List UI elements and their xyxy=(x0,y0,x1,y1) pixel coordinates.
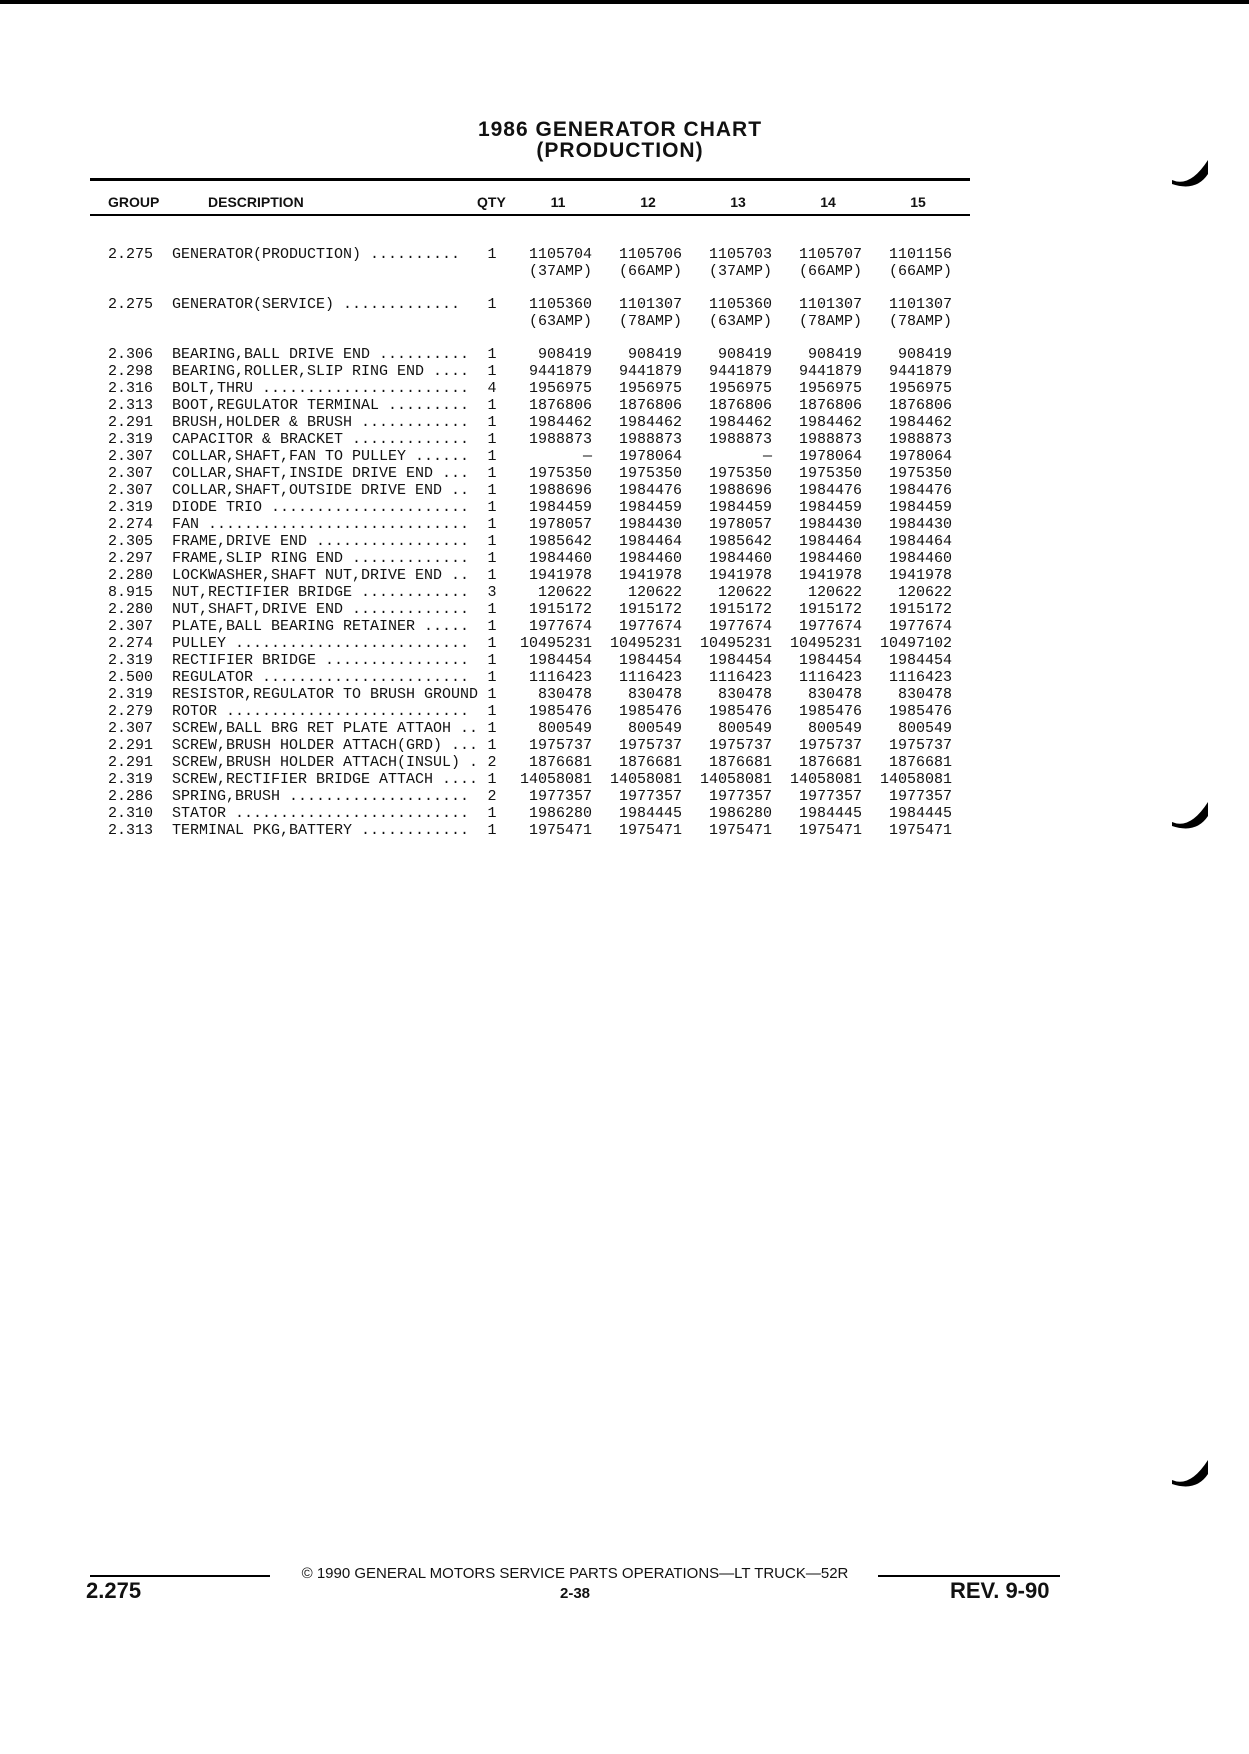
row-qty: 2 xyxy=(487,754,497,771)
row-part-number: 1984459 xyxy=(888,499,952,516)
row-description: BRUSH,HOLDER & BRUSH ............ xyxy=(172,414,470,431)
row-amp-rating: (63AMP) xyxy=(708,313,772,330)
row-group: 2.307 xyxy=(108,448,154,465)
row-part-number: 14058081 xyxy=(699,771,772,788)
row-amp-rating: (37AMP) xyxy=(528,263,592,280)
row-part-number: 10495231 xyxy=(519,635,592,652)
row-part-number: 10497102 xyxy=(879,635,952,652)
row-group: 2.291 xyxy=(108,754,154,771)
row-part-number: 1984476 xyxy=(888,482,952,499)
row-description: PULLEY .......................... xyxy=(172,635,470,652)
row-part-number: 1984445 xyxy=(798,805,862,822)
row-qty: 1 xyxy=(487,737,497,754)
row-part-number: 1988873 xyxy=(798,431,862,448)
row-group: 2.319 xyxy=(108,431,154,448)
row-part-number: 1956975 xyxy=(528,380,592,397)
row-part-number: 1985642 xyxy=(528,533,592,550)
row-part-number: 1977357 xyxy=(618,788,682,805)
row-part-number: 1915172 xyxy=(708,601,772,618)
row-qty: 1 xyxy=(487,533,497,550)
row-qty: 1 xyxy=(487,703,497,720)
row-group: 2.274 xyxy=(108,516,154,533)
row-part-number: 1105706 xyxy=(618,246,682,263)
row-qty: 1 xyxy=(487,516,497,533)
row-description: SPRING,BRUSH .................... xyxy=(172,788,470,805)
row-qty: 2 xyxy=(487,788,497,805)
row-part-number: 1975737 xyxy=(708,737,772,754)
row-part-number: 1984476 xyxy=(618,482,682,499)
row-part-number: 9441879 xyxy=(618,363,682,380)
header-description: DESCRIPTION xyxy=(208,194,304,210)
row-part-number: 1984454 xyxy=(708,652,772,669)
row-qty: 1 xyxy=(487,482,497,499)
row-part-number: 1984454 xyxy=(888,652,952,669)
row-part-number: 1984454 xyxy=(798,652,862,669)
binder-hole-mark-3 xyxy=(1168,1448,1212,1492)
row-qty: 1 xyxy=(487,720,497,737)
row-description: REGULATOR ....................... xyxy=(172,669,470,686)
row-group: 8.915 xyxy=(108,584,154,601)
row-qty: 1 xyxy=(487,296,497,313)
row-part-number: 1116423 xyxy=(528,669,592,686)
row-description: LOCKWASHER,SHAFT NUT,DRIVE END .. xyxy=(172,567,470,584)
row-group: 2.307 xyxy=(108,482,154,499)
row-group: 2.319 xyxy=(108,499,154,516)
row-group: 2.319 xyxy=(108,652,154,669)
row-description: CAPACITOR & BRACKET ............. xyxy=(172,431,470,448)
row-part-number: 830478 xyxy=(537,686,592,703)
row-part-number: 14058081 xyxy=(519,771,592,788)
row-part-number: 1984462 xyxy=(798,414,862,431)
header-col-12: 12 xyxy=(640,194,656,210)
row-part-number: 1105360 xyxy=(528,296,592,313)
footer-page-number: 2-38 xyxy=(559,1585,591,1602)
row-part-number: 1101307 xyxy=(618,296,682,313)
row-qty: 1 xyxy=(487,669,497,686)
row-part-number: 800549 xyxy=(807,720,862,737)
row-part-number: 1985476 xyxy=(798,703,862,720)
row-part-number: 1986280 xyxy=(528,805,592,822)
header-col-11: 11 xyxy=(550,194,566,210)
row-part-number: 1941978 xyxy=(618,567,682,584)
row-part-number: 1105707 xyxy=(798,246,862,263)
row-part-number: 1977674 xyxy=(888,618,952,635)
chart-subtitle: (PRODUCTION) xyxy=(536,139,704,162)
row-group: 2.319 xyxy=(108,771,154,788)
row-part-number: 908419 xyxy=(807,346,862,363)
row-amp-rating: (66AMP) xyxy=(798,263,862,280)
row-qty: 1 xyxy=(487,346,497,363)
row-part-number: 14058081 xyxy=(789,771,862,788)
row-group: 2.298 xyxy=(108,363,154,380)
row-part-number: 1985476 xyxy=(528,703,592,720)
footer-rule-right xyxy=(878,1575,1060,1577)
header-col-15: 15 xyxy=(910,194,926,210)
row-part-number: 1915172 xyxy=(798,601,862,618)
row-part-number: 1988873 xyxy=(708,431,772,448)
row-description: FRAME,SLIP RING END ............. xyxy=(172,550,470,567)
row-part-number: 1101156 xyxy=(888,246,952,263)
row-part-number: 800549 xyxy=(537,720,592,737)
row-group: 2.280 xyxy=(108,567,154,584)
row-part-number: 908419 xyxy=(717,346,772,363)
row-group: 2.291 xyxy=(108,414,154,431)
row-group: 2.274 xyxy=(108,635,154,652)
row-qty: 3 xyxy=(487,584,497,601)
footer-revision: REV. 9-90 xyxy=(950,1578,1050,1603)
chart-title: 1986 GENERATOR CHART xyxy=(477,118,763,141)
row-part-number: 1975737 xyxy=(888,737,952,754)
row-part-number: 1975737 xyxy=(798,737,862,754)
row-part-number: 1978057 xyxy=(528,516,592,533)
row-group: 2.306 xyxy=(108,346,154,363)
row-part-number: 1977357 xyxy=(708,788,772,805)
row-qty: 1 xyxy=(487,635,497,652)
row-part-number: 1988696 xyxy=(528,482,592,499)
row-part-number: 1984430 xyxy=(798,516,862,533)
row-description: SCREW,BALL BRG RET PLATE ATTAOH .. xyxy=(172,720,479,737)
binder-hole-mark-2 xyxy=(1168,790,1212,834)
row-part-number: 1984460 xyxy=(528,550,592,567)
row-part-number: 1956975 xyxy=(618,380,682,397)
row-part-number: 1984459 xyxy=(708,499,772,516)
row-description: BOOT,REGULATOR TERMINAL ......... xyxy=(172,397,470,414)
row-group: 2.307 xyxy=(108,618,154,635)
row-part-number: — xyxy=(762,448,772,465)
row-group: 2.297 xyxy=(108,550,154,567)
row-part-number: 1977357 xyxy=(528,788,592,805)
row-group: 2.319 xyxy=(108,686,154,703)
row-description: DIODE TRIO ...................... xyxy=(172,499,470,516)
row-part-number: 9441879 xyxy=(528,363,592,380)
row-part-number: 800549 xyxy=(717,720,772,737)
row-part-number: 1984454 xyxy=(618,652,682,669)
row-part-number: 1977674 xyxy=(528,618,592,635)
row-part-number: 1984464 xyxy=(798,533,862,550)
row-part-number: 1876806 xyxy=(888,397,952,414)
row-part-number: 1116423 xyxy=(888,669,952,686)
row-part-number: 1915172 xyxy=(888,601,952,618)
row-part-number: 1978064 xyxy=(888,448,952,465)
row-part-number: 1975350 xyxy=(798,465,862,482)
row-description: ROTOR ........................... xyxy=(172,703,470,720)
row-part-number: 10495231 xyxy=(789,635,862,652)
row-description: NUT,RECTIFIER BRIDGE ............ xyxy=(172,584,470,601)
row-amp-rating: (37AMP) xyxy=(708,263,772,280)
row-part-number: 1915172 xyxy=(528,601,592,618)
row-amp-rating: (66AMP) xyxy=(888,263,952,280)
row-part-number: 1876681 xyxy=(618,754,682,771)
row-part-number: 1876681 xyxy=(888,754,952,771)
row-part-number: 1986280 xyxy=(708,805,772,822)
row-part-number: 1988873 xyxy=(888,431,952,448)
row-qty: 1 xyxy=(487,397,497,414)
row-part-number: 1977674 xyxy=(798,618,862,635)
row-part-number: 1956975 xyxy=(888,380,952,397)
row-part-number: 1978064 xyxy=(618,448,682,465)
row-group: 2.310 xyxy=(108,805,154,822)
row-part-number: 1985476 xyxy=(708,703,772,720)
row-description: NUT,SHAFT,DRIVE END ............. xyxy=(172,601,470,618)
row-description: RESISTOR,REGULATOR TO BRUSH GROUND xyxy=(172,686,479,703)
row-description: SCREW,BRUSH HOLDER ATTACH(INSUL) . xyxy=(172,754,479,771)
header-qty: QTY xyxy=(477,194,506,210)
row-part-number: 1984459 xyxy=(618,499,682,516)
row-part-number: 1116423 xyxy=(708,669,772,686)
row-part-number: 1941978 xyxy=(888,567,952,584)
row-part-number: 908419 xyxy=(537,346,592,363)
row-description: FAN ............................. xyxy=(172,516,470,533)
row-part-number: 1985642 xyxy=(708,533,772,550)
footer-section-number: 2.275 xyxy=(86,1578,142,1603)
row-part-number: 14058081 xyxy=(879,771,952,788)
row-part-number: 1975471 xyxy=(888,822,952,839)
row-part-number: 1876806 xyxy=(618,397,682,414)
row-part-number: 1116423 xyxy=(798,669,862,686)
row-description: SCREW,BRUSH HOLDER ATTACH(GRD) ... xyxy=(172,737,479,754)
row-part-number: 1988696 xyxy=(708,482,772,499)
footer-copyright: © 1990 GENERAL MOTORS SERVICE PARTS OPERATIONS—LT TRUCK—52R xyxy=(301,1565,849,1582)
row-part-number: 1984460 xyxy=(708,550,772,567)
row-group: 2.275 xyxy=(108,296,154,313)
row-part-number: 1975471 xyxy=(708,822,772,839)
row-qty: 1 xyxy=(487,805,497,822)
row-description: PLATE,BALL BEARING RETAINER ..... xyxy=(172,618,470,635)
row-description: SCREW,RECTIFIER BRIDGE ATTACH .... xyxy=(172,771,479,788)
header-col-14: 14 xyxy=(820,194,836,210)
row-qty: 1 xyxy=(487,601,497,618)
row-part-number: 908419 xyxy=(627,346,682,363)
row-part-number: 908419 xyxy=(897,346,952,363)
row-part-number: 1977674 xyxy=(618,618,682,635)
row-amp-rating: (78AMP) xyxy=(888,313,952,330)
binder-hole-mark-1 xyxy=(1168,148,1212,192)
row-part-number: 1984462 xyxy=(888,414,952,431)
row-qty: 1 xyxy=(487,499,497,516)
row-amp-rating: (63AMP) xyxy=(528,313,592,330)
row-part-number: 1975471 xyxy=(798,822,862,839)
header-col-13: 13 xyxy=(730,194,746,210)
row-part-number: 1984459 xyxy=(528,499,592,516)
row-part-number: 1876681 xyxy=(708,754,772,771)
row-description: COLLAR,SHAFT,INSIDE DRIVE END ... xyxy=(172,465,470,482)
row-part-number: 9441879 xyxy=(798,363,862,380)
row-part-number: 1984464 xyxy=(888,533,952,550)
row-qty: 1 xyxy=(487,246,497,263)
row-part-number: 10495231 xyxy=(609,635,682,652)
row-group: 2.275 xyxy=(108,246,154,263)
row-group: 2.279 xyxy=(108,703,154,720)
row-description: BEARING,ROLLER,SLIP RING END .... xyxy=(172,363,470,380)
row-qty: 1 xyxy=(487,618,497,635)
row-group: 2.307 xyxy=(108,465,154,482)
row-part-number: — xyxy=(582,448,592,465)
row-description: GENERATOR(PRODUCTION) .......... xyxy=(172,246,461,263)
row-part-number: 1977357 xyxy=(888,788,952,805)
row-part-number: 1978064 xyxy=(798,448,862,465)
row-part-number: 1975471 xyxy=(528,822,592,839)
row-part-number: 830478 xyxy=(897,686,952,703)
row-group: 2.286 xyxy=(108,788,154,805)
row-part-number: 830478 xyxy=(717,686,772,703)
row-part-number: 9441879 xyxy=(888,363,952,380)
row-part-number: 1977357 xyxy=(798,788,862,805)
row-qty: 1 xyxy=(487,431,497,448)
row-part-number: 120622 xyxy=(717,584,772,601)
row-part-number: 1941978 xyxy=(528,567,592,584)
row-description: GENERATOR(SERVICE) ............. xyxy=(172,296,461,313)
row-part-number: 1116423 xyxy=(618,669,682,686)
row-qty: 1 xyxy=(487,652,497,669)
row-part-number: 1975350 xyxy=(708,465,772,482)
row-part-number: 1984462 xyxy=(528,414,592,431)
row-part-number: 120622 xyxy=(807,584,862,601)
row-description: STATOR .......................... xyxy=(172,805,470,822)
row-group: 2.305 xyxy=(108,533,154,550)
row-qty: 1 xyxy=(487,550,497,567)
row-part-number: 1101307 xyxy=(888,296,952,313)
row-description: BEARING,BALL DRIVE END .......... xyxy=(172,346,470,363)
row-part-number: 1985476 xyxy=(618,703,682,720)
row-qty: 1 xyxy=(487,448,497,465)
row-part-number: 1984454 xyxy=(528,652,592,669)
row-part-number: 1975350 xyxy=(618,465,682,482)
row-group: 2.307 xyxy=(108,720,154,737)
row-part-number: 1105703 xyxy=(708,246,772,263)
row-group: 2.316 xyxy=(108,380,154,397)
row-description: COLLAR,SHAFT,FAN TO PULLEY ...... xyxy=(172,448,470,465)
row-group: 2.291 xyxy=(108,737,154,754)
row-part-number: 830478 xyxy=(627,686,682,703)
row-description: FRAME,DRIVE END ................. xyxy=(172,533,470,550)
row-part-number: 1941978 xyxy=(798,567,862,584)
row-part-number: 1975737 xyxy=(618,737,682,754)
header-group: GROUP xyxy=(108,194,160,210)
row-part-number: 1984430 xyxy=(618,516,682,533)
row-part-number: 1876806 xyxy=(708,397,772,414)
row-part-number: 120622 xyxy=(537,584,592,601)
row-amp-rating: (78AMP) xyxy=(798,313,862,330)
row-part-number: 1984464 xyxy=(618,533,682,550)
row-group: 2.313 xyxy=(108,822,154,839)
row-part-number: 1984460 xyxy=(888,550,952,567)
row-part-number: 830478 xyxy=(807,686,862,703)
row-qty: 1 xyxy=(487,822,497,839)
row-amp-rating: (78AMP) xyxy=(618,313,682,330)
row-part-number: 1915172 xyxy=(618,601,682,618)
row-description: TERMINAL PKG,BATTERY ............ xyxy=(172,822,470,839)
row-part-number: 14058081 xyxy=(609,771,682,788)
row-qty: 1 xyxy=(487,686,497,703)
row-part-number: 1988873 xyxy=(528,431,592,448)
row-part-number: 1984462 xyxy=(708,414,772,431)
row-part-number: 120622 xyxy=(627,584,682,601)
row-part-number: 1876681 xyxy=(528,754,592,771)
row-part-number: 1956975 xyxy=(708,380,772,397)
row-part-number: 1956975 xyxy=(798,380,862,397)
row-part-number: 1985476 xyxy=(888,703,952,720)
row-qty: 1 xyxy=(487,465,497,482)
row-qty: 4 xyxy=(487,380,497,397)
row-part-number: 1984430 xyxy=(888,516,952,533)
row-part-number: 1984462 xyxy=(618,414,682,431)
row-qty: 1 xyxy=(487,414,497,431)
row-part-number: 1876681 xyxy=(798,754,862,771)
row-part-number: 1941978 xyxy=(708,567,772,584)
row-part-number: 1984445 xyxy=(888,805,952,822)
row-group: 2.280 xyxy=(108,601,154,618)
row-part-number: 120622 xyxy=(897,584,952,601)
row-description: BOLT,THRU ....................... xyxy=(172,380,470,397)
footer-rule-left xyxy=(90,1575,270,1577)
row-part-number: 1988873 xyxy=(618,431,682,448)
row-qty: 1 xyxy=(487,567,497,584)
row-group: 2.313 xyxy=(108,397,154,414)
row-qty: 1 xyxy=(487,771,497,788)
row-part-number: 1984460 xyxy=(618,550,682,567)
row-part-number: 1975737 xyxy=(528,737,592,754)
row-part-number: 9441879 xyxy=(708,363,772,380)
row-group: 2.500 xyxy=(108,669,154,686)
row-part-number: 1978057 xyxy=(708,516,772,533)
row-part-number: 1876806 xyxy=(798,397,862,414)
row-part-number: 10495231 xyxy=(699,635,772,652)
row-part-number: 1975350 xyxy=(528,465,592,482)
row-description: COLLAR,SHAFT,OUTSIDE DRIVE END .. xyxy=(172,482,470,499)
row-qty: 1 xyxy=(487,363,497,380)
row-part-number: 800549 xyxy=(627,720,682,737)
row-part-number: 1105360 xyxy=(708,296,772,313)
row-part-number: 1984459 xyxy=(798,499,862,516)
row-part-number: 1105704 xyxy=(528,246,592,263)
row-amp-rating: (66AMP) xyxy=(618,263,682,280)
row-part-number: 800549 xyxy=(897,720,952,737)
row-part-number: 1977674 xyxy=(708,618,772,635)
row-part-number: 1975350 xyxy=(888,465,952,482)
row-part-number: 1975471 xyxy=(618,822,682,839)
row-part-number: 1101307 xyxy=(798,296,862,313)
row-description: RECTIFIER BRIDGE ................ xyxy=(172,652,470,669)
row-part-number: 1876806 xyxy=(528,397,592,414)
row-part-number: 1984445 xyxy=(618,805,682,822)
row-part-number: 1984476 xyxy=(798,482,862,499)
row-part-number: 1984460 xyxy=(798,550,862,567)
